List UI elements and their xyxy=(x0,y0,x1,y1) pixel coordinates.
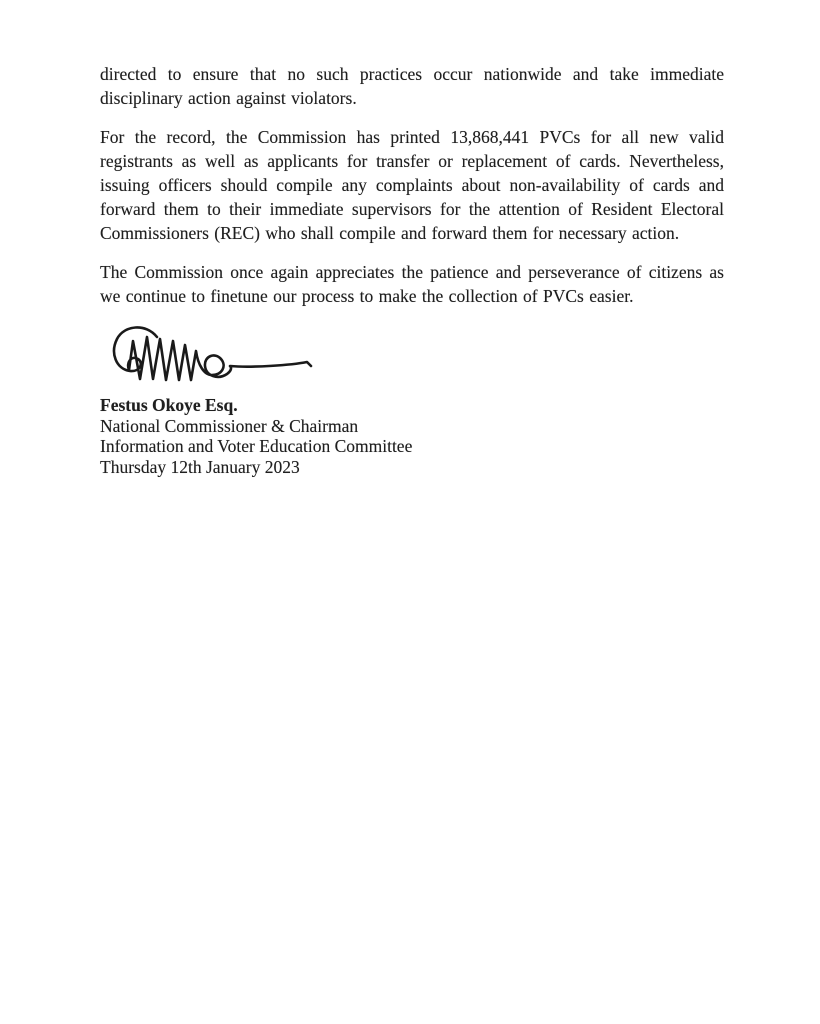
signature-area xyxy=(100,323,724,391)
paragraph-continuation: directed to ensure that no such practices occur nationwide and take immediate disciplinary action against violators. xyxy=(100,64,724,108)
letter-body xyxy=(100,62,724,477)
signature-scribble-icon xyxy=(100,323,318,391)
signature-date: Thursday 12th January 2023 xyxy=(100,456,300,477)
signatory-name: Festus Okoye Esq. xyxy=(100,395,238,415)
signature-block xyxy=(100,395,724,477)
paragraph-pvc-record: For the record, the Commission has printed 13,868,441 PVCs for all new valid registrants as well as applicants for transfer or replacement of cards. Nevertheless, issuing officers should compile any complaints about non-availability of cards and forward them to their immediate supervisors for the attention of Resident Electoral Commissioners (REC) who shall compile and forward them for necessary action. xyxy=(100,127,724,243)
paragraph-appreciation: The Commission once again appreciates the patience and perseverance of citizens as we continue to finetune our process to make the collection of PVCs easier. xyxy=(100,262,724,306)
signatory-committee: Information and Voter Education Committee xyxy=(100,436,413,456)
signatory-role: National Commissioner & Chairman xyxy=(100,415,359,436)
